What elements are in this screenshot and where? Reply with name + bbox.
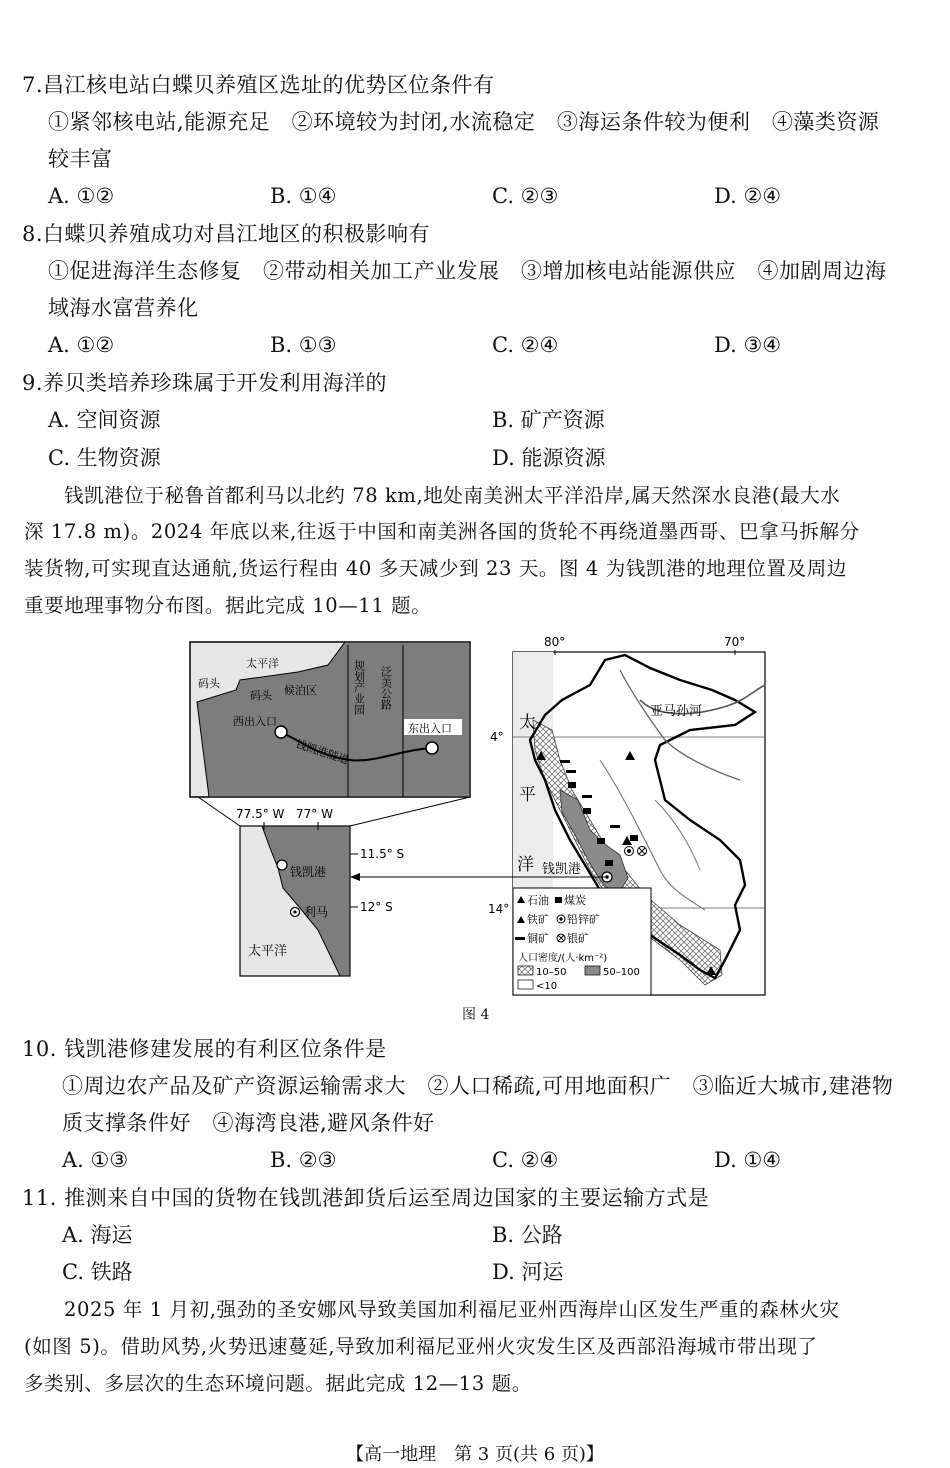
q8-stem: 8.白蝶贝养殖成功对昌江地区的积极影响有 (22, 222, 431, 246)
q7-option-a: A. ①② (48, 184, 115, 208)
legend-density-3: <10 (536, 981, 558, 992)
q7-option-d: D. ②④ (714, 184, 782, 208)
q7-statements-cont: 较丰富 (48, 147, 113, 171)
peru-port-label: 钱凯港 (542, 862, 582, 877)
q10-option-d: D. ①④ (714, 1148, 782, 1172)
q8-option-c: C. ②④ (492, 333, 559, 357)
q9-option-a: A. 空间资源 (48, 408, 161, 432)
copper-symbol (560, 760, 570, 763)
lon-label-77-5: 77.5° W (236, 807, 285, 821)
q10-statements: ①周边农产品及矿产资源运输需求大 ②人口稀疏,可用地面积广 ③临近大城市,建港物 (62, 1074, 894, 1098)
copper-symbol (582, 795, 592, 798)
q10-stem: 10. 钱凯港修建发展的有利区位条件是 (22, 1037, 387, 1061)
q7-statements: ①紧邻核电站,能源充足 ②环境较为封闭,水流稳定 ③海运条件较为便利 ④藻类资源 (48, 110, 880, 134)
lat-label-14: 14° (488, 902, 510, 916)
legend-copper: 铜矿 (527, 932, 549, 945)
q8-statements: ①促进海洋生态修复 ②带动相关加工产业发展 ③增加核电站能源供应 ④加剧周边海 (48, 259, 887, 283)
legend-leadzinc: 铅锌矿 (567, 913, 600, 926)
figure-4-caption: 图 4 (462, 1007, 490, 1023)
passage2-line3: 多类别、多层次的生态环境问题。据此完成 12—13 题。 (24, 1372, 532, 1395)
west-entrance-label: 西出入口 (233, 715, 277, 728)
ocean-char-3: 洋 (517, 855, 534, 875)
lat-label-11-5: 11.5° S (360, 847, 405, 861)
locator-ocean-label: 太平洋 (248, 944, 288, 959)
map-legend (513, 888, 651, 995)
q9-stem: 9.养贝类培养珍珠属于开发利用海洋的 (22, 371, 388, 395)
lon-label-77: 77° W (296, 807, 333, 821)
lat-label-4: 4° (490, 730, 504, 744)
peru-map (488, 635, 765, 995)
highway-label (380, 666, 393, 710)
coal-symbol (605, 860, 613, 866)
q9-option-b: B. 矿产资源 (492, 408, 605, 432)
industrial-park-text: 规划产业园 (352, 660, 366, 715)
q11-option-c: C. 铁路 (62, 1260, 133, 1284)
copper-symbol (566, 770, 576, 773)
q8-option-a: A. ①② (48, 333, 115, 357)
legend-coal: 煤炭 (564, 894, 586, 907)
locator-port-marker (277, 860, 287, 870)
legend-iron: 铁矿 (527, 913, 549, 926)
locator-port-label: 钱凯港 (290, 865, 327, 879)
q11-stem: 11. 推测来自中国的货物在钱凯港卸货后运至周边国家的主要运输方式是 (22, 1186, 710, 1210)
dock-label-1: 码头 (198, 677, 220, 690)
industrial-park-label (353, 659, 366, 715)
q10-option-b: B. ②③ (270, 1148, 337, 1172)
dock-label-2: 码头 (250, 689, 272, 702)
legend-density-1: 10–50 (536, 967, 567, 978)
ocean-char-2: 平 (519, 785, 536, 805)
q10-statements-cont: 质支撑条件好 ④海湾良港,避风条件好 (62, 1111, 435, 1135)
port-inset-map (190, 630, 470, 797)
amazon-river-label: 亚马孙河 (650, 704, 703, 719)
coal-symbol (568, 782, 576, 788)
page-footer: 【高一地理 第 3 页(共 6 页)】 (346, 1444, 604, 1465)
q10-option-c: C. ②④ (492, 1148, 559, 1172)
q9-option-c: C. 生物资源 (48, 446, 161, 470)
q11-option-a: A. 海运 (62, 1223, 133, 1247)
q8-option-b: B. ①③ (270, 333, 337, 357)
coal-symbol (597, 838, 605, 844)
q11-option-d: D. 河运 (492, 1260, 564, 1284)
legend-silver: 银矿 (567, 932, 589, 945)
q9-option-d: D. 能源资源 (492, 446, 606, 470)
passage1-line2: 深 17.8 m)。2024 年底以来,往返于中国和南美洲各国的货轮不再绕道墨西哥、巴拿马拆解分 (24, 520, 860, 543)
q11-option-b: B. 公路 (492, 1223, 563, 1247)
passage1-line3: 装货物,可实现直达通航,货运行程由 40 多天减少到 23 天。图 4 为钱凯港的地理位置及周边 (24, 557, 847, 580)
q8-option-d: D. ③④ (714, 333, 782, 357)
q7-option-b: B. ①④ (270, 184, 337, 208)
legend-density-title: 人口密度/(人·km⁻²) (518, 953, 608, 964)
q8-statements-cont: 域海水富营养化 (48, 296, 199, 320)
ocean-char-1: 太 (519, 713, 536, 733)
passage1-line4: 重要地理事物分布图。据此完成 10—11 题。 (24, 594, 432, 617)
east-entrance-label: 东出入口 (408, 722, 452, 735)
anchorage-label: 候泊区 (284, 684, 317, 697)
passage1-line1: 钱凯港位于秘鲁首都利马以北约 78 km,地处南美洲太平洋沿岸,属天然深水良港(最大水 (64, 484, 841, 507)
coal-symbol (630, 835, 638, 841)
locator-map (236, 807, 404, 976)
passage2-line1: 2025 年 1 月初,强劲的圣安娜风导致美国加利福尼亚州西海岸山区发生严重的森林火灾 (64, 1298, 840, 1321)
q7-stem: 7.昌江核电站白蝶贝养殖区选址的优势区位条件有 (22, 73, 495, 97)
copper-symbol (610, 825, 620, 828)
figure-4 (0, 630, 950, 1000)
inset-pacific-label: 太平洋 (246, 657, 279, 670)
east-entrance-marker (426, 742, 438, 754)
lon-label-80: 80° (544, 635, 566, 649)
legend-density-2: 50–100 (603, 967, 640, 978)
legend-oil: 石油 (527, 894, 549, 907)
highway-text: 泛美公路 (379, 666, 393, 710)
lima-label: 利马 (304, 905, 329, 919)
lon-label-70: 70° (724, 635, 746, 649)
lat-label-12: 12° S (360, 900, 393, 914)
coal-symbol (583, 808, 591, 814)
q10-option-a: A. ①③ (62, 1148, 129, 1172)
q7-option-c: C. ②③ (492, 184, 559, 208)
tunnel-label: 钱凯港隧道 (294, 737, 351, 767)
passage2-line2: (如图 5)。借助风势,火势迅速蔓延,导致加利福尼亚州火灾发生区及西部沿海城市带出现了 (24, 1335, 818, 1358)
